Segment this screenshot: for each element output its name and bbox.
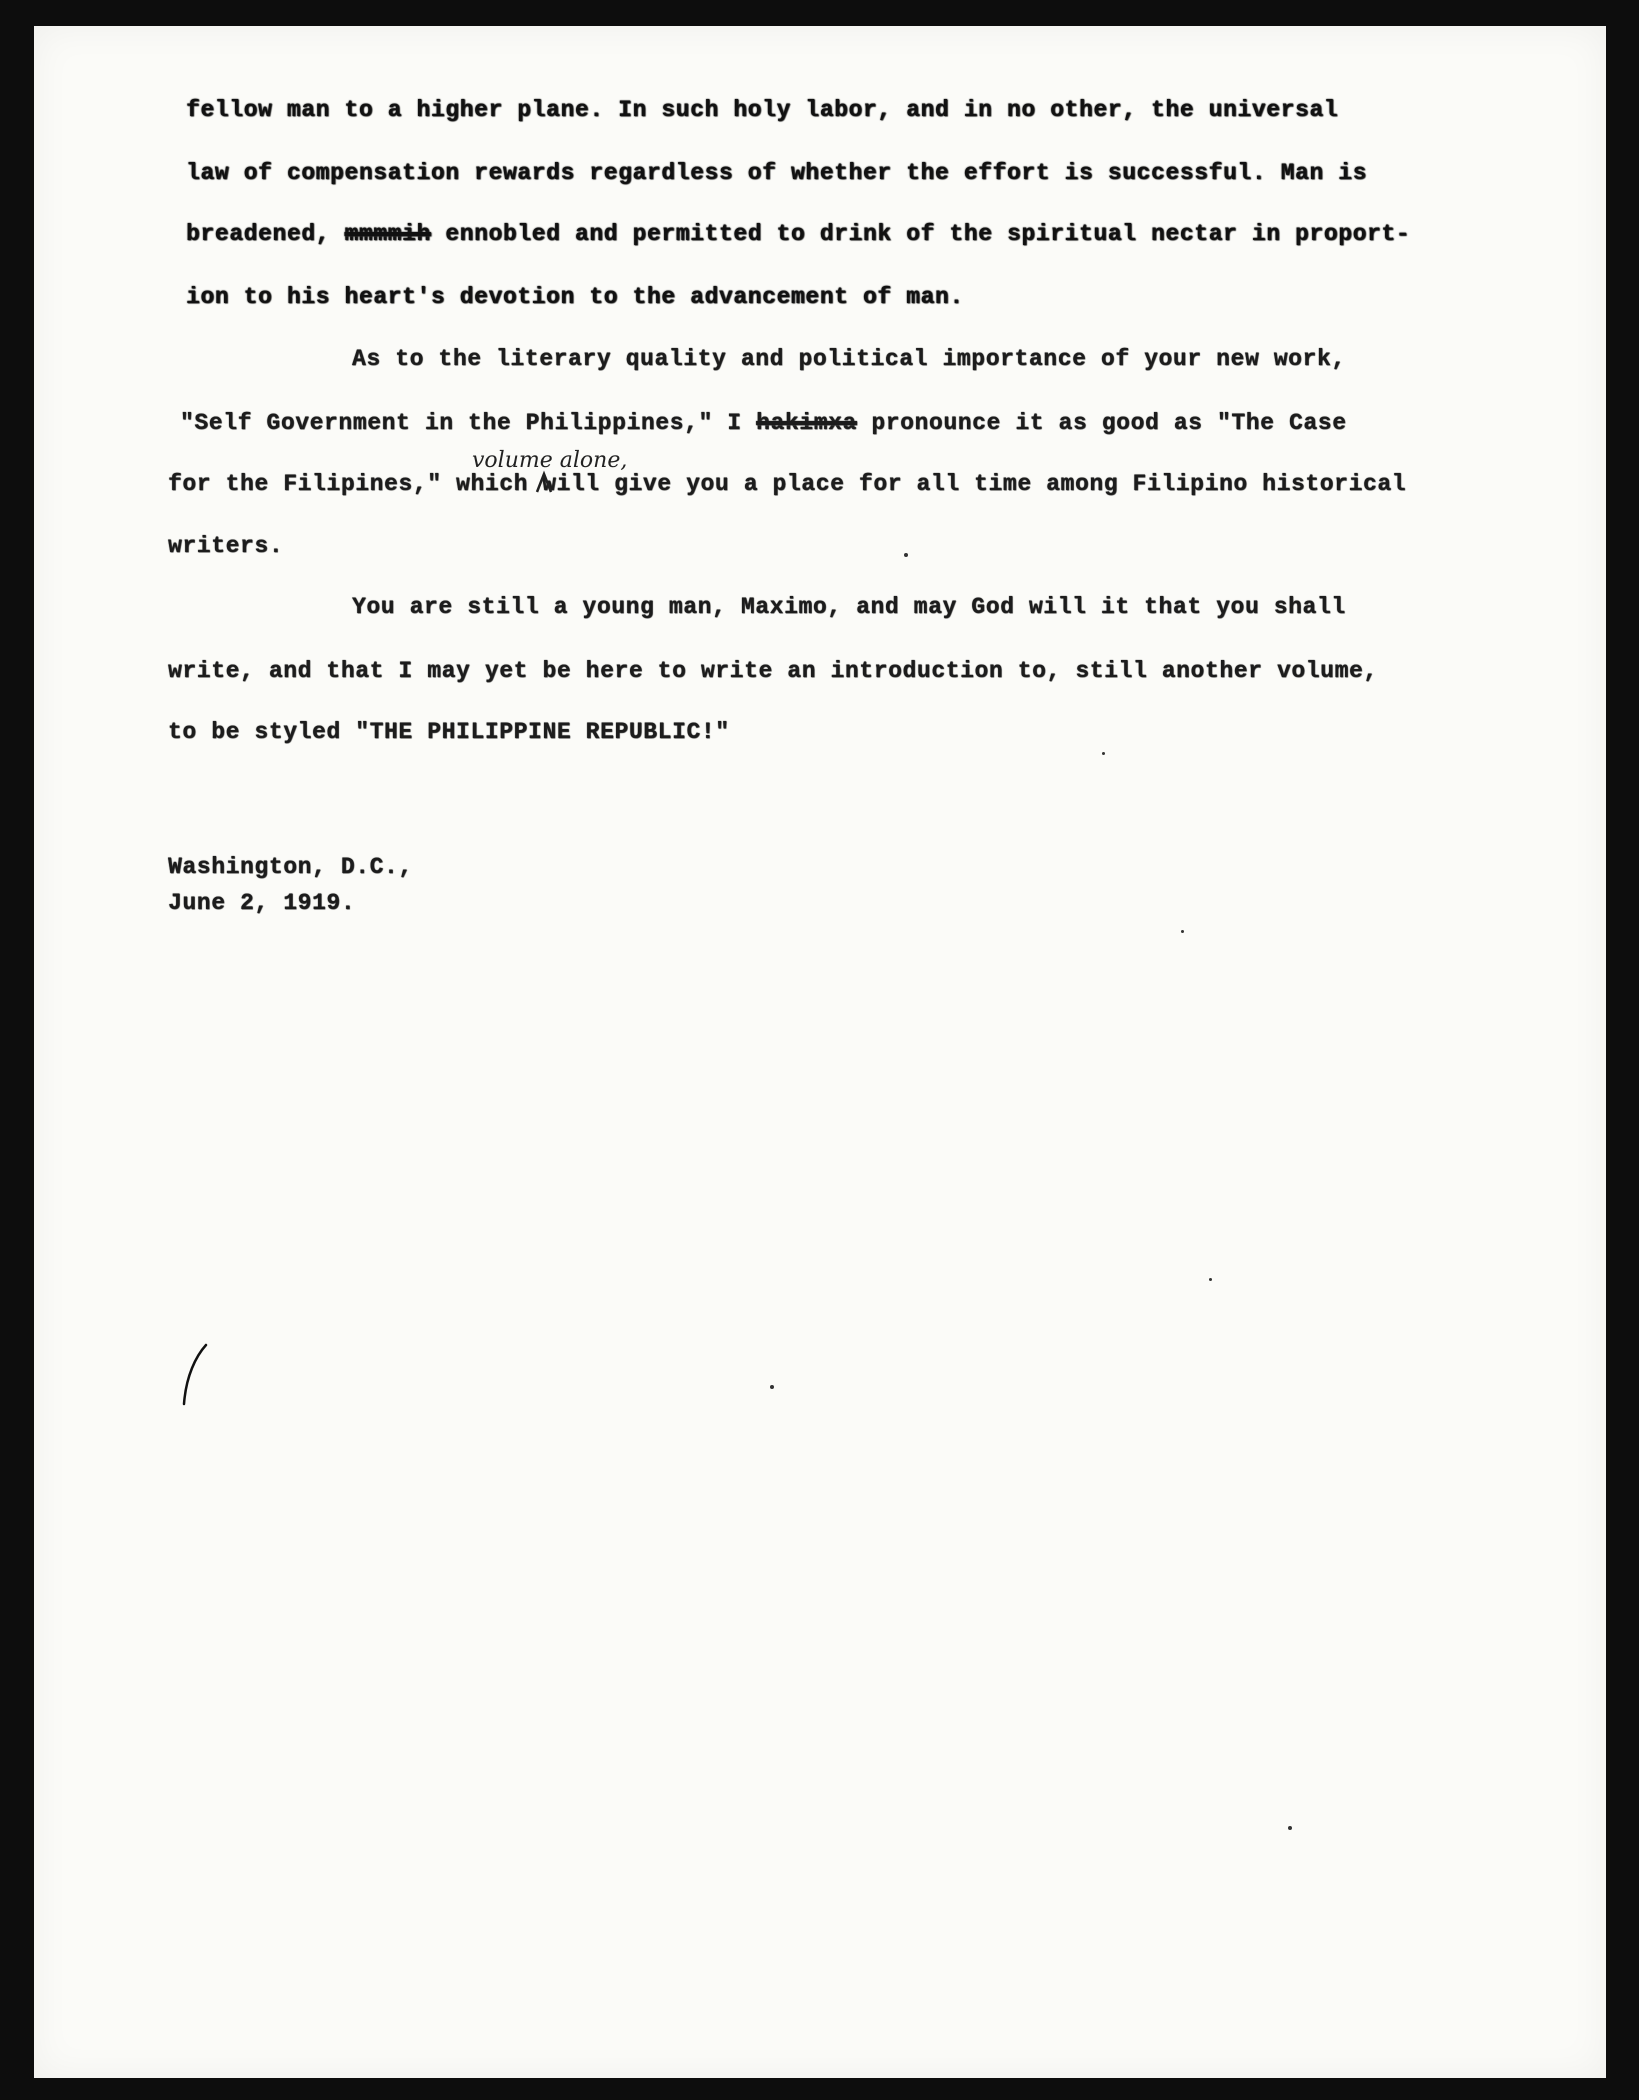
pen-marks [34, 26, 1606, 2078]
p1-line-4: ion to his heart's devotion to the advancement of man. [186, 284, 964, 310]
p2-line-3-end: will give you a place for all time among Filipino historical [542, 471, 1407, 497]
p3-line-2: write, and that I may yet be here to write an introduction to, still another volume, [168, 658, 1378, 684]
dust-speck [770, 1385, 774, 1389]
p2-line-2-start: "Self Government in the Philippines," I [180, 410, 757, 436]
p3-line-3: to be styled "THE PHILIPPINE REPUBLIC!" [168, 719, 730, 745]
dust-speck [904, 553, 908, 557]
closing-place: Washington, D.C., [168, 854, 413, 880]
p3-line-1: You are still a young man, Maximo, and may God will it that you shall [352, 594, 1346, 620]
p2-line-3-start: for the Filipines," which [168, 471, 529, 497]
insertion-caret-icon [537, 474, 551, 492]
p1-line-1: fellow man to a higher plane. In such holy labor, and in no other, the universal [186, 97, 1339, 123]
dust-speck [1209, 1278, 1212, 1281]
p1-line-3-start: breadened, [186, 221, 345, 247]
document-page [34, 26, 1606, 2078]
handwritten-insertion: volume alone, [472, 448, 628, 473]
pen-stroke-mark [184, 1345, 206, 1404]
struck-word-2: hakimxa [756, 410, 857, 436]
closing-date: June 2, 1919. [168, 890, 356, 916]
dust-speck [1181, 930, 1184, 933]
p2-line-4: writers. [168, 533, 284, 559]
p1-line-2: law of compensation rewards regardless of whether the effort is successful. Man is [186, 160, 1367, 186]
p2-line-1: As to the literary quality and political importance of your new work, [352, 346, 1346, 372]
p2-line-2-end: pronounce it as good as "The Case [856, 410, 1347, 436]
p1-line-3-end: ennobled and permitted to drink of the spiritual nectar in proport- [430, 221, 1411, 247]
dust-speck [1288, 1826, 1292, 1830]
dust-speck [1102, 752, 1105, 755]
struck-word-1: mmmmih [344, 221, 431, 247]
